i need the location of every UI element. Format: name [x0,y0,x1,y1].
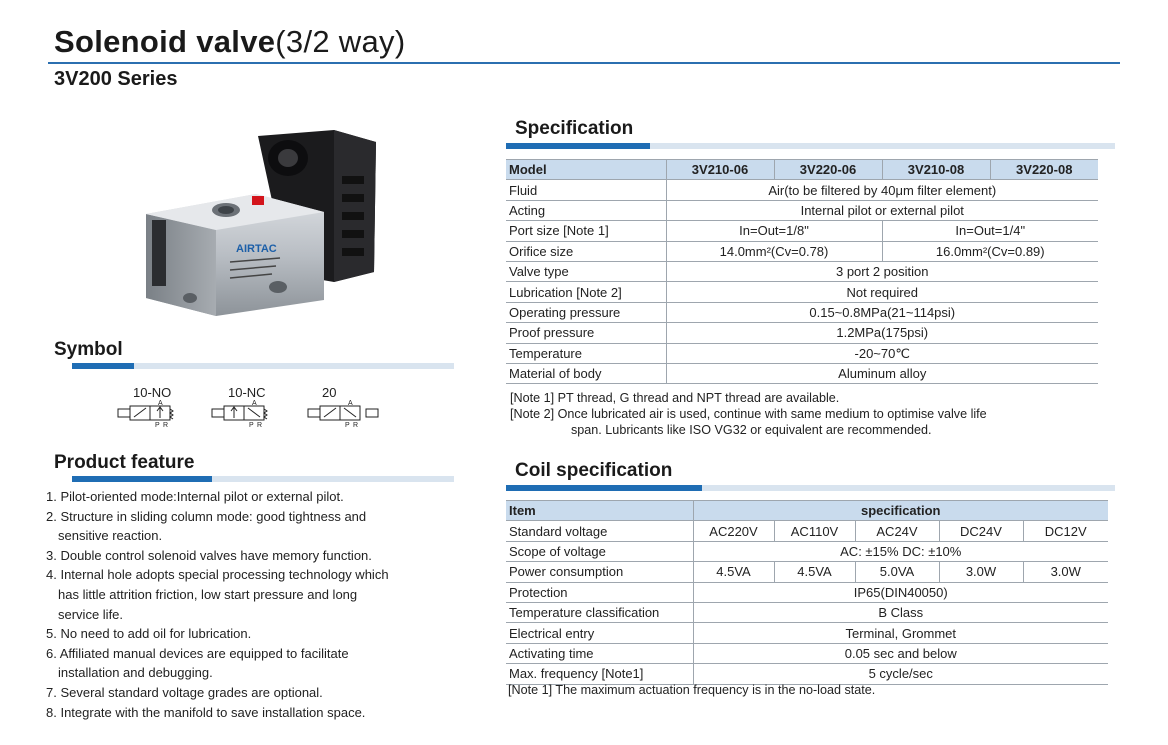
symbol-label-20: 20 [322,385,337,400]
table-row: Item specification [506,501,1108,521]
table-row: Orifice size 14.0mm²(Cv=0.78) 16.0mm²(Cv=0.89) [506,241,1098,261]
brand-text: AIRTAC [236,243,277,255]
table-row: Scope of voltage AC: ±15% DC: ±10% [506,541,1108,561]
feature-item: 4. Internal hole adopts special processing technology which has little attrition friction, low start pressure and long service life. [46,567,389,622]
symbol-label-10no: 10-NO [133,385,172,400]
feature-item: 5. No need to add oil for lubrication. [46,626,252,642]
feature-list [46,487,466,722]
feature-item: 1. Pilot-oriented mode:Internal pilot or external pilot. [46,489,344,504]
feature-item: 7. Several standard voltage grades are optional. [46,684,323,700]
feature-item: 3. Double control solenoid valves have memory function. [46,547,372,563]
title-rule [48,62,1120,64]
port-r-label: R [257,422,263,428]
spec-note-1: [Note 1] PT thread, G thread and NPT thread are available. [510,391,840,405]
spec-note-2: [Note 2] Once lubricated air is used, continue with same medium to optimise valve life [510,407,987,421]
port-r-label: R [353,422,359,428]
table-row: Protection IP65(DIN40050) [506,582,1108,602]
port-a-label: A [348,400,353,407]
feature-item: 8. Integrate with the manifold to save installation space. [46,704,366,720]
title-main: Solenoid valve [54,24,276,59]
table-row: Temperature classification B Class [506,602,1108,622]
port-r-label: R [163,422,169,428]
coil-heading-bar [506,485,702,491]
symbol-10nc-icon [210,398,278,428]
spec-note-2-cont: span. Lubricants like ISO VG32 or equivalent are recommended. [571,423,932,437]
spec-table [506,159,1098,384]
coil-table [506,500,1108,685]
table-row: Temperature -20~70℃ [506,343,1098,363]
page-title [54,24,405,60]
table-row: Electrical entry Terminal, Grommet [506,623,1108,643]
coil-heading-rule [702,485,1115,491]
table-row: Model 3V210-06 3V220-06 3V210-08 3V220-08 [506,160,1098,180]
coil-heading: Coil specification [515,460,673,481]
table-row: Proof pressure 1.2MPa(175psi) [506,323,1098,343]
port-p-label: P [155,422,160,428]
series-subtitle: 3V200 Series [54,68,178,90]
symbol-heading: Symbol [54,339,123,360]
table-row: Port size [Note 1] In=Out=1/8" In=Out=1/4" [506,221,1098,241]
port-a-label: A [158,400,163,407]
table-row: Standard voltage AC220V AC110V AC24V DC24V DC12V [506,521,1108,541]
port-p-label: P [249,422,254,428]
table-row: Operating pressure 0.15~0.8MPa(21~114psi) [506,302,1098,322]
table-row: Material of body Aluminum alloy [506,363,1098,383]
symbol-heading-rule [134,363,454,369]
table-row: Valve type 3 port 2 position [506,261,1098,281]
title-paren: (3/2 way) [275,24,406,59]
spec-heading-rule [650,143,1115,149]
product-image [138,122,384,318]
feature-heading-bar [72,476,212,482]
table-row: Fluid Air(to be filtered by 40μm filter element) [506,180,1098,200]
spec-heading-bar [506,143,650,149]
table-row: Power consumption 4.5VA 4.5VA 5.0VA 3.0W 3.0W [506,562,1108,582]
feature-item: 6. Affiliated manual devices are equipped to facilitate installation and debugging. [46,645,349,681]
feature-item: 2. Structure in sliding column mode: good tightness and sensitive reaction. [46,508,367,544]
symbol-label-10nc: 10-NC [228,385,266,400]
feature-heading: Product feature [54,452,195,473]
table-row: Max. frequency [Note1] 5 cycle/sec [506,664,1108,684]
feature-heading-rule [212,476,454,482]
table-row: Acting Internal pilot or external pilot [506,200,1098,220]
port-a-label: A [252,400,257,407]
spec-heading: Specification [515,118,634,139]
table-row: Activating time 0.05 sec and below [506,643,1108,663]
table-row: Lubrication [Note 2] Not required [506,282,1098,302]
symbol-heading-bar [72,363,134,369]
coil-note: [Note 1] The maximum actuation frequency is in the no-load state. [508,683,876,697]
symbol-10no-icon [116,398,184,428]
port-p-label: P [345,422,350,428]
symbol-20-icon [306,398,382,428]
